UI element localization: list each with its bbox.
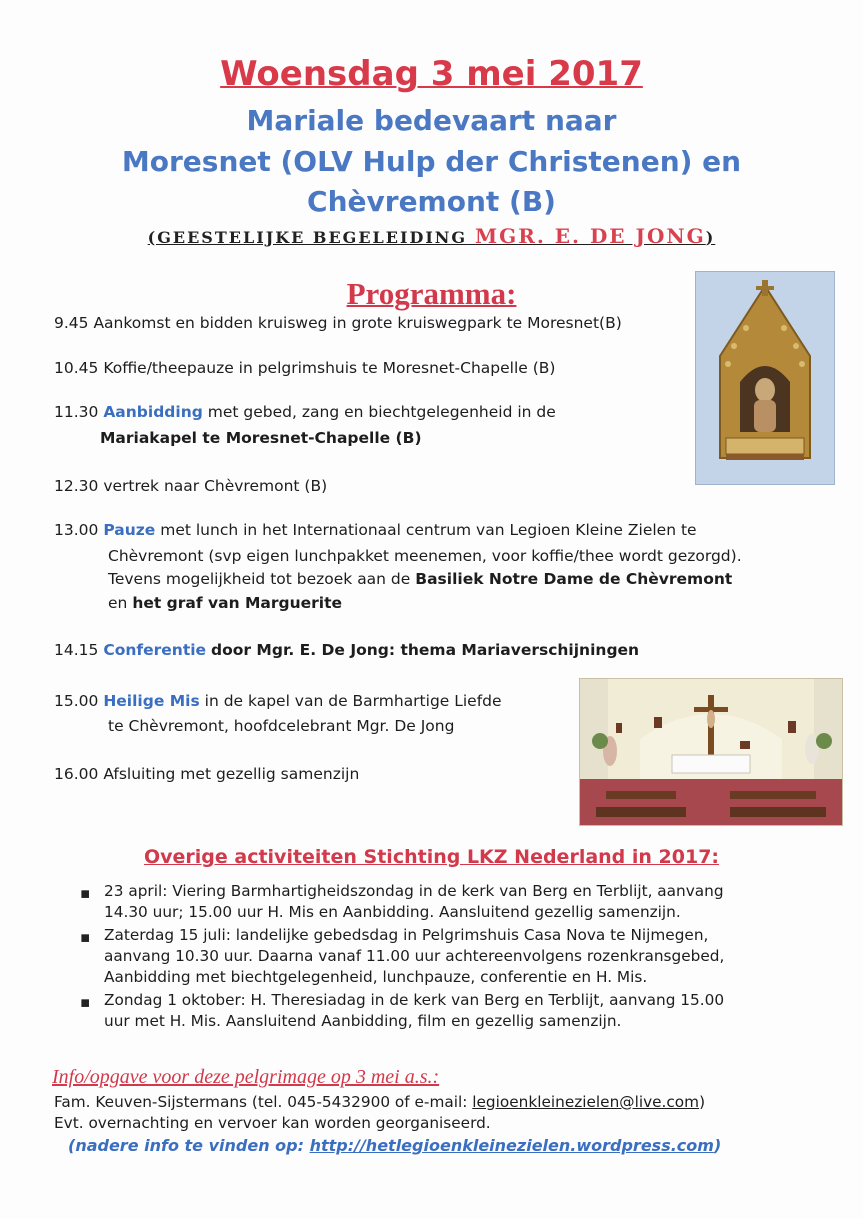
chapel-illustration (580, 679, 842, 825)
subtitle-line-3: Chèvremont (B) (307, 185, 556, 218)
list-item: ▪ Zondag 1 oktober: H. Theresiadag in de kerk van Berg en Terblijt, aanvang 15.00 uur met H. Mis. Aansluitend Aanbidding, film en gezellig samenzijn. (80, 991, 725, 1030)
activities-list (80, 881, 820, 1032)
website-link[interactable]: http://hetlegioenkleinezielen.wordpress.com (309, 1136, 714, 1155)
bullet-icon: ▪ (80, 993, 91, 1011)
info-heading: Info/opgave voor deze pelgrimage op 3 mei a.s.: (52, 1066, 440, 1088)
item-time: 16.00 (54, 765, 99, 783)
arrangement-note: Evt. overnachting en vervoer kan worden georganiseerd. (54, 1114, 491, 1132)
item-time: 14.15 (54, 641, 99, 659)
bullet-icon: ▪ (80, 928, 91, 946)
programme-item (54, 763, 359, 786)
guidance-suffix: ) (705, 228, 716, 247)
programme-item (54, 357, 555, 380)
chapel-interior-photo (579, 678, 843, 826)
item-time: 10.45 (54, 359, 99, 377)
subtitle-line-1: Mariale bedevaart naar (246, 104, 617, 137)
email-link[interactable]: legioenkleinezielen@live.com (472, 1093, 700, 1111)
item-highlight: Conferentie (103, 641, 207, 659)
bullet-icon: ▪ (80, 884, 91, 902)
item-time: 13.00 (54, 521, 99, 539)
item-text: met lunch in het Internationaal centrum van Legioen Kleine Zielen te (160, 521, 697, 539)
item-text: door Mgr. E. De Jong: thema Mariaverschijningen (211, 641, 640, 659)
shrine-photo (695, 271, 835, 485)
item-text: Afsluiting met gezellig samenzijn (103, 765, 360, 783)
item-text-line-4: en het graf van Marguerite (108, 594, 343, 612)
programme-heading: Programma: (346, 276, 517, 311)
programme-item (54, 519, 834, 542)
spiritual-guidance (0, 224, 863, 248)
event-date-title: Woensdag 3 mei 2017 (220, 54, 643, 94)
programme-item (54, 401, 556, 424)
guidance-name: MGR. E. DE JONG (475, 224, 706, 248)
item-text: in de kapel van de Barmhartige Liefde (204, 692, 502, 710)
item-text: vertrek naar Chèvremont (B) (103, 477, 328, 495)
item-text-line-2: Chèvremont (svp eigen lunchpakket meenemen, voor koffie/thee wordt gezorgd). (108, 547, 742, 565)
programme-item (54, 690, 502, 713)
item-text: Aankomst en bidden kruisweg in grote kruiswegpark te Moresnet(B) (93, 314, 622, 332)
item-text: met gebed, zang en biechtgelegenheid in de (207, 403, 556, 421)
item-text-line-3: Tevens mogelijkheid tot bezoek aan de Basiliek Notre Dame de Chèvremont (108, 570, 733, 588)
item-text: Koffie/theepauze in pelgrimshuis te Moresnet-Chapelle (B) (103, 359, 556, 377)
programme-item (54, 312, 622, 335)
activities-heading: Overige activiteiten Stichting LKZ Nederland in 2017: (143, 846, 720, 868)
guidance-prefix: (GEESTELIJKE BEGELEIDING (147, 228, 468, 247)
subtitle-line-2: Moresnet (OLV Hulp der Christenen) en (121, 145, 742, 178)
item-highlight: Heilige Mis (103, 692, 200, 710)
more-info-line: (nadere info te vinden op: http://hetlegioenkleinezielen.wordpress.com) (68, 1136, 722, 1155)
item-time: 11.30 (54, 403, 99, 421)
item-time: 12.30 (54, 477, 99, 495)
item-highlight: Aanbidding (103, 403, 203, 421)
shrine-illustration (696, 272, 834, 484)
list-item: ▪ Zaterdag 15 juli: landelijke gebedsdag in Pelgrimshuis Casa Nova te Nijmegen, aanvang 10.30 uur. Daarna vanaf 11.00 uur achtereenvolgens rozenkransgebed, Aanbidding met biechtgelegenheid, lunchpauze, conferentie en H. Mis. (80, 926, 725, 986)
item-highlight: Pauze (103, 521, 156, 539)
list-item: ▪ 23 april: Viering Barmhartigheidszondag in de kerk van Berg en Terblijt, aanvang 14.30 uur; 15.00 uur H. Mis en Aanbidding. Aansluitend gezellig samenzijn. (80, 882, 724, 921)
item-text-line-2: te Chèvremont, hoofdcelebrant Mgr. De Jong (108, 717, 455, 735)
item-text-line-2: Mariakapel te Moresnet-Chapelle (B) (100, 429, 422, 447)
contact-line: Fam. Keuven-Sijstermans (tel. 045-5432900 of e-mail: legioenkleinezielen@live.com) (54, 1093, 706, 1111)
programme-item (54, 475, 327, 498)
item-time: 15.00 (54, 692, 99, 710)
programme-item (54, 639, 639, 662)
item-time: 9.45 (54, 314, 89, 332)
